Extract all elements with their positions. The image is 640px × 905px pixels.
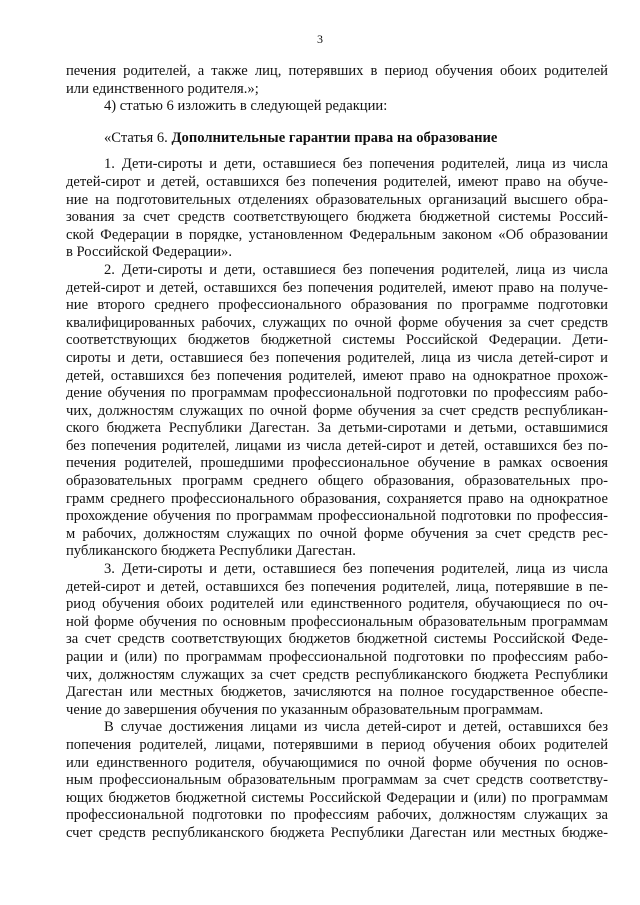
text-line: детей-сирот и детей, оставшихся без попечения родителей, имеют право на обуче-	[66, 173, 608, 190]
article-heading-prefix: «Статья 6.	[104, 129, 172, 146]
text-line: ние на подготовительных отделениях образовательных организаций высшего обра-	[66, 191, 608, 208]
text-line: профессиональной подготовки по профессиям рабочих, должностям служащих за	[66, 807, 608, 824]
text-line: сироты и дети, оставшиеся без попечения родителей, лица из числа детей-сирот и	[66, 349, 608, 366]
text-line: прохождение обучения по программам профессиональной подготовки по профессия-	[66, 508, 608, 525]
paragraph-4	[66, 719, 608, 842]
text-line: 3. Дети-сироты и дети, оставшиеся без попечения родителей, лица из числа	[104, 561, 608, 578]
text-line: ным профессиональным образовательным программам за счет средств соответству-	[66, 772, 608, 789]
text-line: детей-сирот и детей, оставшихся без попечения родителей, имеют право на получе-	[66, 279, 608, 296]
text-line: публиканского бюджета Республики Дагестан.	[66, 543, 356, 560]
amendment-item-4: 4) статью 6 изложить в следующей редакции:	[104, 98, 388, 115]
text-line: печения родителей, прошедшими профессиональное обучение в рамках освоения	[66, 455, 608, 472]
paragraph-3	[66, 561, 608, 719]
text-line: м рабочих, должностям служащих по очной форме обучения за счет средств рес-	[66, 525, 608, 542]
paragraph-1	[66, 156, 608, 262]
text-line: В случае достижения лицами из числа детей-сирот и детей, оставшихся без	[104, 719, 608, 736]
text-line: 2. Дети-сироты и дети, оставшиеся без попечения родителей, лица из числа	[104, 261, 608, 278]
page-number: 3	[317, 32, 323, 46]
text-line: зования за счет средств соответствующего бюджета бюджетной системы Россий-	[66, 209, 608, 226]
text-line: ной форме обучения по основным профессиональным образовательным программам	[66, 613, 608, 630]
text-line: соответствующих бюджетов бюджетной системы Российской Федерации. Дети-	[66, 332, 608, 349]
text-line: дение обучения по программам профессиональной подготовки по профессиям рабо-	[66, 385, 608, 402]
text-line: чих, должностям служащих по очной форме обучения за счет средств республикан-	[66, 402, 608, 419]
text-line: детей, оставшихся без попечения родителей, имеют право на однократное прохож-	[66, 367, 608, 384]
text-line: риод обучения обоих родителей или единственного родителя, обучающиеся по оч-	[66, 596, 608, 613]
text-line: рации и (или) по программам профессиональной подготовки по профессиям рабо-	[66, 649, 608, 665]
text-line: счет средств республиканского бюджета Республики Дагестан или местных бюдже-	[66, 824, 608, 841]
document-body	[66, 63, 608, 843]
text-line: попечения родителей, лицами, потерявшими в период обучения обоих родителей	[66, 736, 608, 753]
text-line: печения родителей, а также лиц, потерявших в период обучения обоих родителей	[66, 63, 608, 79]
text-line: грамм среднего профессионального образования, сохраняется право на однократное	[66, 490, 608, 507]
article-heading-title: Дополнительные гарантии права на образование	[171, 129, 498, 146]
article-heading	[66, 130, 608, 148]
text-line: ющих бюджетов бюджетной системы Российской Федерации и (или) по программам	[66, 789, 608, 806]
text-line: ской Федерации в порядке, установленном Федеральным законом «Об образовании	[66, 226, 608, 243]
text-line: образовательных программ среднего общего образования, образовательных про-	[66, 473, 608, 490]
text-line: квалифицированных рабочих, служащих по очной форме обучения за счет средств	[66, 314, 608, 331]
text-line: чих, должностям служащих за счет средств республиканского бюджета Республики	[66, 666, 608, 683]
text-line: ние второго среднего профессионального образования по программе подготовки	[66, 297, 608, 314]
text-line: за счет средств соответствующих бюджетов бюджетной системы Российской Феде-	[66, 631, 608, 648]
intro-paragraph	[66, 63, 608, 98]
text-line: чение до завершения обучения по указанным образовательным программам.	[66, 701, 544, 718]
text-line: без попечения родителей, лицами из числа детей-сирот и детей, оставшихся без по-	[66, 437, 608, 454]
text-line: или единственного родителя.»;	[66, 80, 259, 97]
text-line: или единственного родителя, обучающимися по очной форме обучения по основ-	[66, 754, 608, 771]
text-line: ского бюджета Республики Дагестан. За детьми-сиротами и детьми, оставшимися	[66, 420, 608, 437]
paragraph-2	[66, 262, 608, 561]
text-line: детей-сирот и детей, оставшихся без попечения родителей, лица, потерявшие в пе-	[66, 578, 608, 595]
text-line: 1. Дети-сироты и дети, оставшиеся без попечения родителей, лица из числа	[104, 156, 608, 173]
text-line: Дагестан или местных бюджетов, зачисляются на полное государственное обеспе-	[66, 684, 608, 701]
text-line: в Российской Федерации».	[66, 244, 232, 261]
